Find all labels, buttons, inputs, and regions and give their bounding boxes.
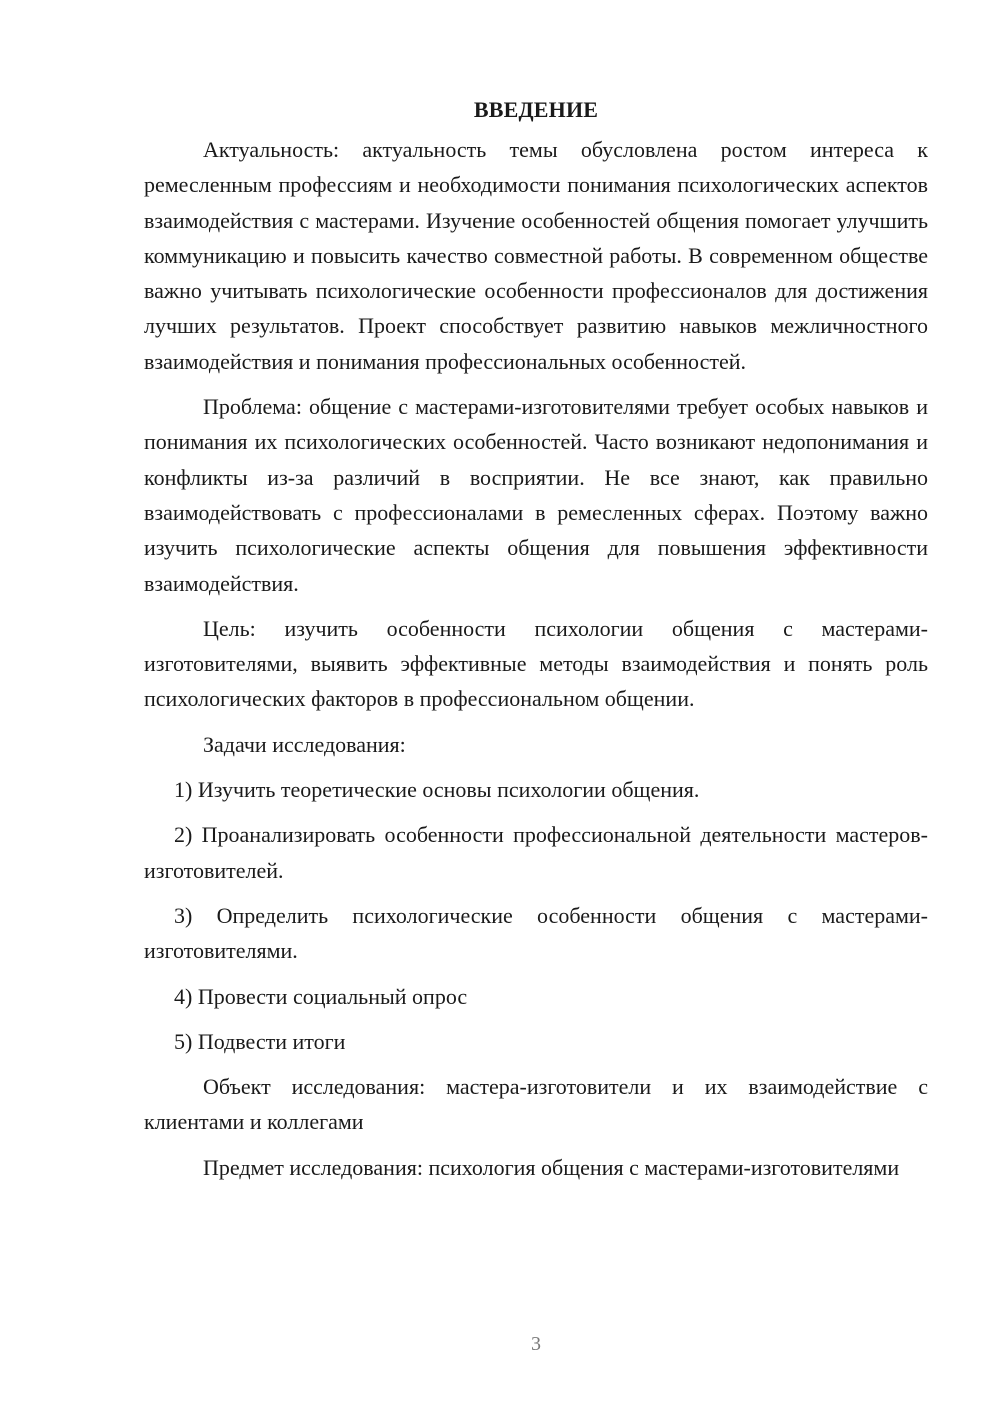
page-number: 3 [531, 1333, 541, 1355]
task-item: 5) Подвести итоги [174, 1028, 346, 1054]
task-item: 1) Изучить теоретические основы психологии общения. [174, 777, 700, 803]
document-page [144, 92, 928, 1185]
task-item: 2) Проанализировать особенности профессиональной деятельности мастеров-изготовителей. [144, 822, 928, 883]
goal-paragraph: Цель: изучить особенности психологии общения с мастерами-изготовителями, выявить эффективные методы взаимодействия и понять роль психологических факторов в профессиональном общении. [144, 615, 928, 712]
problem-paragraph: Проблема: общение с мастерами-изготовителями требует особых навыков и понимания их психологических особенностей. Часто возникают недопонимания и конфликты из-за различий в восприятии. Не все знают, как правильно взаимодействовать с профессионалами в ремесленных сферах. Поэтому важно изучить психологические аспекты общения для повышения эффективности взаимодействия. [144, 394, 928, 596]
section-title: ВВЕДЕНИЕ [473, 97, 599, 122]
task-item: 3) Определить психологические особенности общения с мастерами-изготовителями. [144, 902, 928, 964]
object-paragraph: Объект исследования: мастера-изготовители и их взаимодействие с клиентами и коллегами [144, 1074, 928, 1135]
tasks-heading: Задачи исследования: [203, 731, 406, 757]
subject-paragraph: Предмет исследования: психология общения с мастерами-изготовителями [203, 1154, 900, 1180]
page-number-container [0, 1333, 1000, 1356]
task-item: 4) Провести социальный опрос [174, 983, 468, 1009]
relevance-paragraph: Актуальность: актуальность темы обусловлена ростом интереса к ремесленным профессиям и необходимости понимания психологических аспектов взаимодействия с мастерами. Изучение особенностей общения помогает улучшить коммуникацию и повысить качество совместной работы. В современном обществе важно учитывать психологические особенности профессионалов для достижения лучших результатов. Проект способствует развитию навыков межличностного взаимодействия и понимания профессиональных особенностей. [144, 137, 928, 374]
